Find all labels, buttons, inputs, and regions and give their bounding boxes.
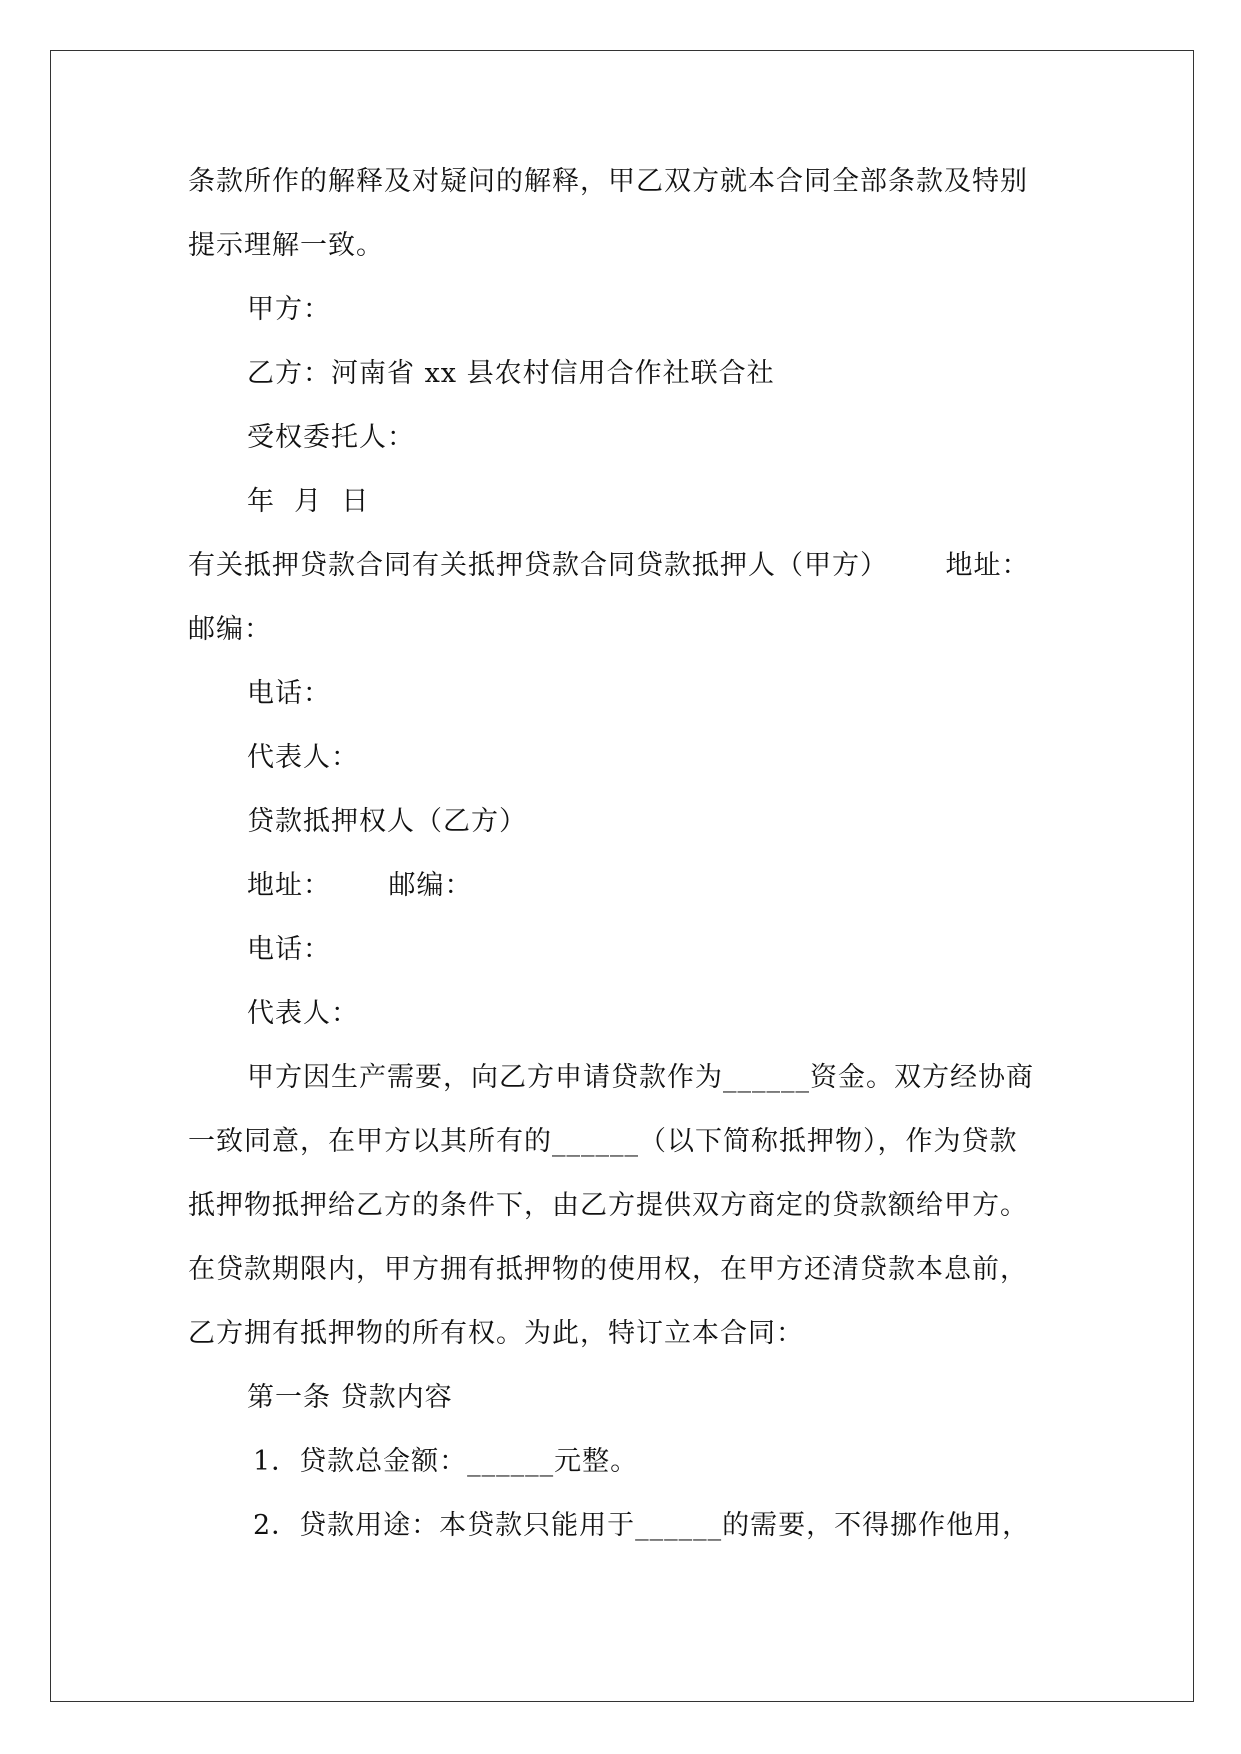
article-heading: 第一条 贷款内容 bbox=[247, 1382, 453, 1413]
party-b-line: 乙方：河南省 xx 县农村信用合作社联合社 bbox=[247, 358, 775, 389]
text-line: 一致同意，在甲方以其所有的______（以下简称抵押物），作为贷款 bbox=[188, 1126, 1018, 1157]
postcode-label: 邮编： bbox=[188, 614, 272, 645]
phone-label: 电话： bbox=[247, 678, 331, 709]
representative-label: 代表人： bbox=[247, 998, 359, 1029]
text-line: 抵押物抵押给乙方的条件下，由乙方提供双方商定的贷款额给甲方。 bbox=[188, 1190, 1028, 1221]
address-postcode-line: 地址： 邮编： bbox=[247, 870, 473, 901]
list-item: 1．贷款总金额：______元整。 bbox=[253, 1446, 639, 1477]
party-a-label: 甲方： bbox=[247, 294, 331, 325]
date-line: 年 月 日 bbox=[247, 486, 370, 517]
text-line: 条款所作的解释及对疑问的解释，甲乙双方就本合同全部条款及特别 bbox=[188, 166, 1028, 197]
list-item: 2．贷款用途：本贷款只能用于______的需要，不得挪作他用， bbox=[253, 1510, 1031, 1541]
mortgagee-label: 贷款抵押权人（乙方） bbox=[247, 806, 527, 837]
representative-label: 代表人： bbox=[247, 742, 359, 773]
authorized-agent-label: 受权委托人： bbox=[247, 422, 415, 453]
contract-title-line: 有关抵押贷款合同有关抵押贷款合同贷款抵押人（甲方） 地址： bbox=[188, 550, 1030, 581]
text-line: 提示理解一致。 bbox=[188, 230, 384, 261]
text-line: 在贷款期限内，甲方拥有抵押物的使用权，在甲方还清贷款本息前， bbox=[188, 1254, 1028, 1285]
text-line: 甲方因生产需要，向乙方申请贷款作为______资金。双方经协商 bbox=[247, 1062, 1034, 1093]
text-line: 乙方拥有抵押物的所有权。为此，特订立本合同： bbox=[188, 1318, 804, 1349]
phone-label: 电话： bbox=[247, 934, 331, 965]
